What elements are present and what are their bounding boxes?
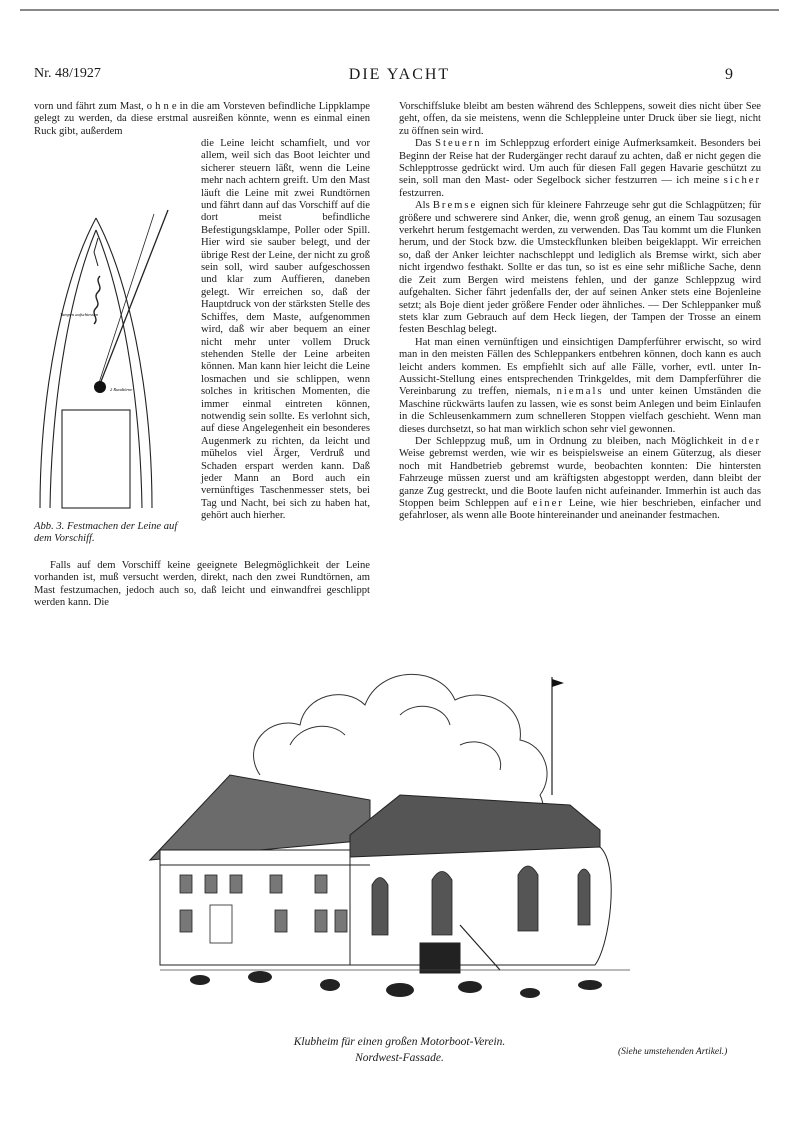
basement-entrance (420, 943, 460, 973)
flag (552, 679, 564, 687)
diagram-label-tampen: Tampen aufschiessen (60, 312, 98, 317)
right-paragraph-3: Als Bremse eignen sich für kleinere Fahrzeuge sehr gut die Schlagpützen; für größere und schwerere sind Anker, die, wenn groß genug, an einem Tau sozusagen verkehrt herum festgemacht werden, zu verwenden. Das Tau kommt um die Flunken herum, und der Stock bzw. die Umsteckflunken bleiben beigeklappt. Wir erreichen so, daß der Anker leichter nachschleppt und lediglich als Bremse wirkt, sich aber nicht irgendwo festhakt. Sollte er das tun, so ist es eine sehr mißliche Sache, denn die Zeit zum Bergen wird meistens fehlen, und der ganze Schleppzug wird aufgehalten. Sicher fährt jedenfalls der, der auf seinen Anker stets eine Bojenleine setzt; als Boje dient jeder größere Fender oder ähnliches. — Der Schleppanker muß stets klar zum Gebrauch auf dem Heck liegen, der Tampen der Trosse an einem festen Beschlag belegt. (399, 200, 761, 336)
right-column-text (399, 101, 761, 523)
illustration-caption-title: Klubheim für einen großen Motorboot-Verein. (293, 1036, 506, 1048)
article-reference-note: (Siehe umstehenden Artikel.) (618, 1047, 728, 1057)
left-intro-paragraph: vorn und fährt zum Mast, o h n e in die am Vorsteven befindliche Lippklampe gelegt zu werden, da diese erstmal ausreißen könnte, wenn es einmal einen Ruck gibt, außerdem (34, 101, 370, 137)
illustration-caption-subtitle: Nordwest-Fassade. (355, 1052, 444, 1064)
left-column-wrap-text (201, 138, 370, 523)
left-final-paragraph: Falls auf dem Vorschiff keine geeignete Belegmöglichkeit der Leine vorhanden ist, muß versucht werden, direkt, nach den zwei Rundtörnen, am Mast festzumachen, jedoch auch so, daß leicht und einwandfrei geschlippt werden kann. Die (34, 560, 370, 609)
page-number: 9 (725, 66, 733, 83)
boat-mooring-diagram (34, 208, 184, 513)
magazine-title: DIE YACHT (348, 66, 451, 83)
main-roof (150, 775, 370, 860)
mast-icon (94, 381, 106, 393)
arched-window (372, 878, 388, 936)
page-top-rule (20, 9, 779, 11)
right-paragraph-2: Das Steuern im Schleppzug erfordert einige Aufmerksamkeit. Besonders bei Beginn der Reise hat der Rudergänger recht darauf zu achten, daß er nicht gegen die Schlepptrosse gedrückt wird. Um auch für diesen Fall gegen Havarie geschützt zu sein, soll man den Mast- oder Segelbock sicher festzurren — ich meine sicher festzurren. (399, 138, 762, 199)
diagram-label-rundtoerne: 2 Rundtörne (110, 387, 133, 392)
main-building (160, 850, 370, 965)
figure-caption: Abb. 3. Festmachen der Leine auf dem Vorschiff. (34, 521, 178, 545)
cabin-outline (62, 410, 130, 508)
right-paragraph-1: Vorschiffsluke bleibt am besten während des Schleppens, soweit dies nicht über See geht, offen, da sie meistens, wenn die Schleppleine unter Druck über sie liegt, nicht zu öffnen sein wird. (399, 101, 761, 137)
right-paragraph-5: Der Schleppzug muß, um in Ordnung zu bleiben, nach Möglichkeit in der Weise gebremst werden, wie wir es beispielsweise an einem Güterzug, als dieser noch mit Handbetrieb gebremst wurde, beobachten konnten: Die hintersten Fahrzeuge müssen zuerst und am kräftigsten abgestoppt werden, dann bleibt der ganze Zug gestreckt, und die Boote laufen nicht aufeinander. Immerhin ist auch das Stoppen beim Schleppen auf einer Leine, wie hier beschrieben, einfacher und gefahrloser, als wenn alle Boote hintereinander und aneinander festmachen. (399, 435, 761, 522)
hull-outline (40, 218, 96, 508)
left-column-top-text (34, 101, 370, 138)
left-column-bottom-text (34, 560, 370, 610)
right-paragraph-4: Hat man einen vernünftigen und einsichtigen Dampferführer erwischt, so wird man in den meisten Fällen des Schleppankers entbehren können, doch kann es auch leicht anders kommen. Es empfiehlt sich auf alle Fälle, vorher, evtl. unter In-Aussicht-Stellung eines entsprechenden Trinkgeldes, mit dem Dampferführer die Vereinbarung zu treffen, niemals, niemals und unter keinen Umständen die Maschine rückwärts laufen zu lassen, wie es sonst beim Anlegen und beim Einlaufen in die Schleusenkammern zum schnelleren Stoppen vielfach geschieht. Wenn man dieses durchsetzt, so hat man wirklich schon sehr viel gewonnen. (399, 336, 761, 435)
clubhouse-illustration (140, 625, 640, 1020)
tow-line (100, 210, 168, 384)
left-wrap-paragraph: die Leine leicht schamfielt, und vor allem, weil sich das Boot leichter und sicherer steuern läßt, wenn die Leine mehr nach achtern greift. Um den Mast läuft die Leine mit zwei Rundtörnen und fährt dann auf das Vorschiff auf die dort meist befindliche Befestigungsklampe, Poller oder Spill. Hier wird sie sauber belegt, und der übrige Rest der Leine, der nicht zu groß sein soll, wird sauber aufgeschossen und klar zum Auffieren, daneben gelegt. Wir erreichen so, daß der Hauptdruck von der stärksten Stelle des Schiffes, dem Maste, aufgenommen wird, daß wir aber bequem an einer nicht mehr unter vollem Druck stehenden Stelle der Leine arbeiten können. Man kann hier leicht die Leine losmachen und sie schlippen, wenn solches in kritischen Momenten, die immer einmal eintreten können, notwendig sein sollte. Es verlohnt sich, auf diese Angelegenheit ein besonderes Augenmerk zu richten, da leicht und mühelos viel Ärger, Verdruß und Schaden erspart werden kann. Daß jeder Mann an Bord auch ein vernünftiges Taschenmesser stets, bei Tag und Nacht, bei sich zu haben hat, gehört auch hierher. (201, 138, 370, 522)
issue-number: Nr. 48/1927 (34, 66, 101, 81)
